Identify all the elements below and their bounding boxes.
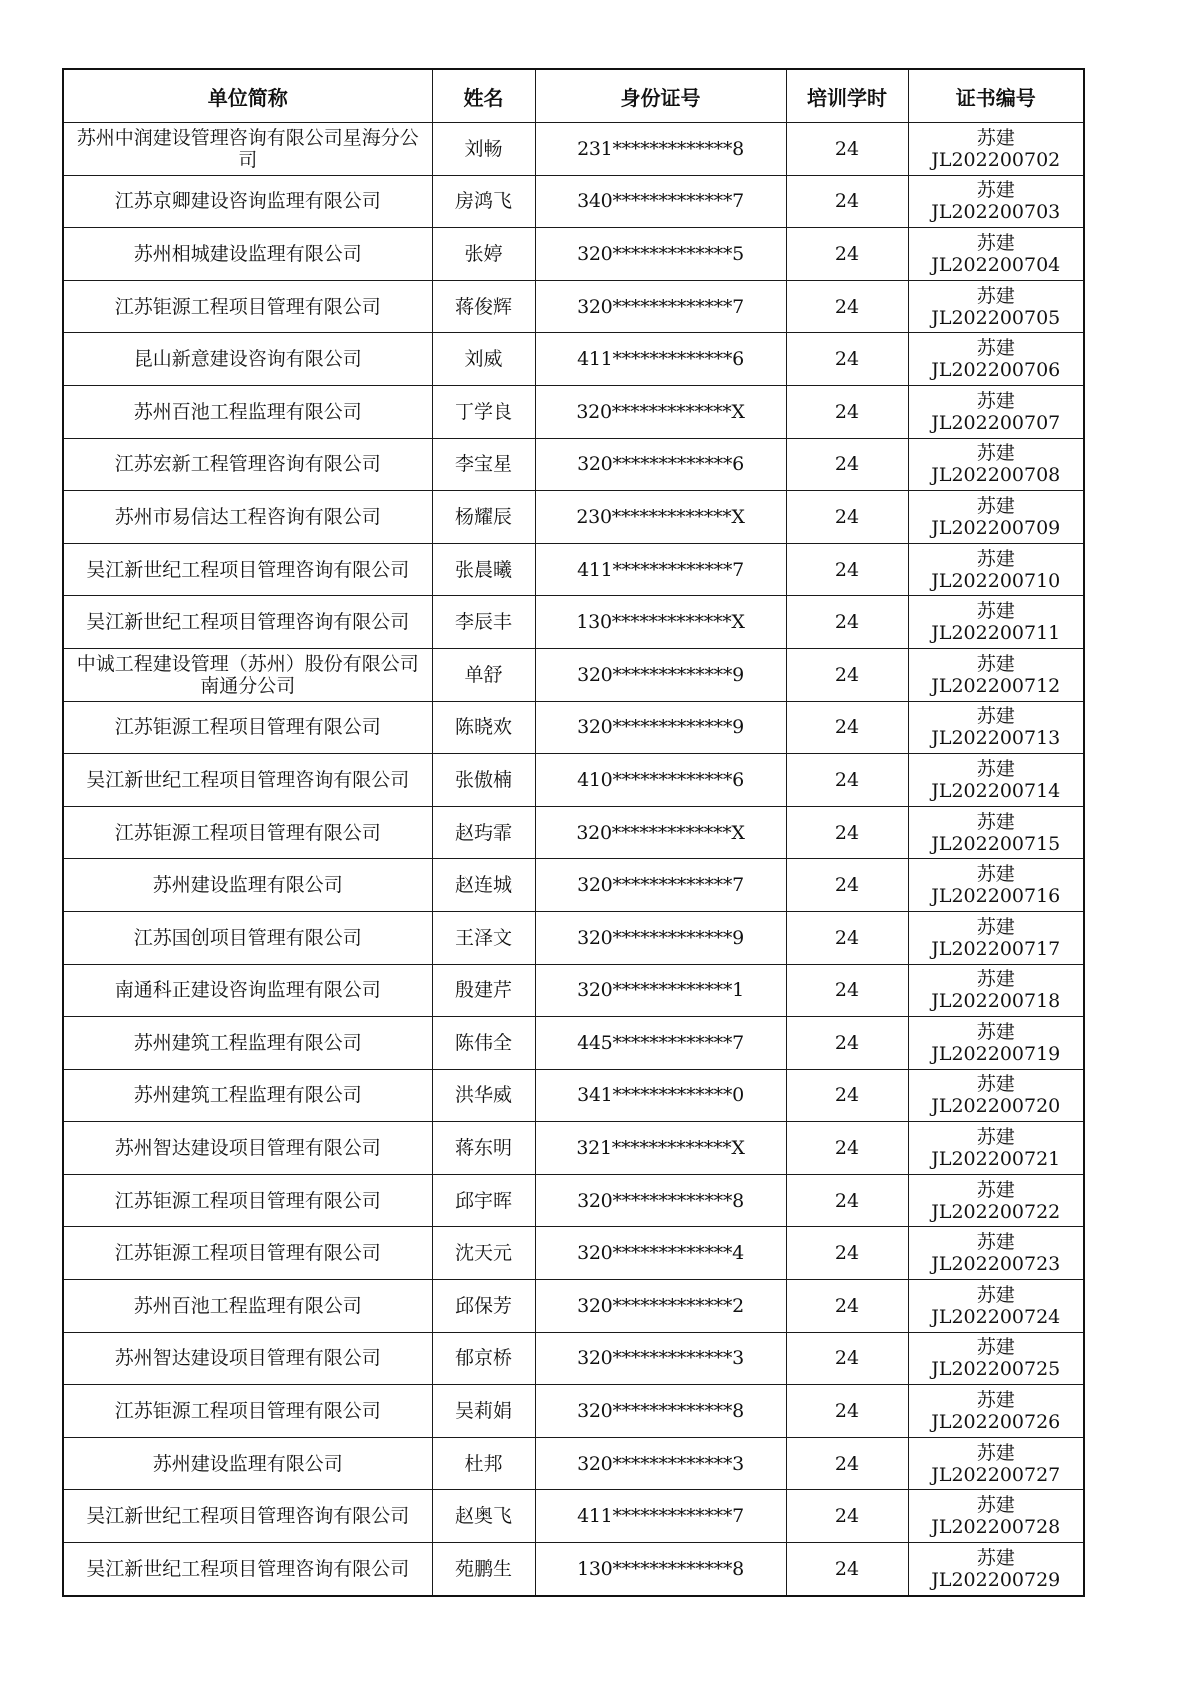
cell-hours: 24: [786, 1017, 908, 1070]
cell-id-number: 445*************7: [535, 1017, 786, 1070]
cell-unit: 吴江新世纪工程项目管理咨询有限公司: [63, 754, 432, 807]
cell-hours: 24: [786, 701, 908, 754]
cell-id-number: 320*************8: [535, 1174, 786, 1227]
table-body: [63, 123, 1084, 1596]
cell-name: 洪华威: [432, 1069, 535, 1122]
cell-hours: 24: [786, 333, 908, 386]
cell-id-number: 321*************X: [535, 1122, 786, 1175]
cell-cert-no: 苏建JL202200703: [908, 175, 1084, 228]
cell-id-number: 231*************8: [535, 123, 786, 176]
cell-id-number: 411*************7: [535, 1490, 786, 1543]
cell-name: 陈晓欢: [432, 701, 535, 754]
cell-name: 殷建芹: [432, 964, 535, 1017]
table-row: [63, 648, 1084, 701]
cell-unit: 苏州相城建设监理有限公司: [63, 228, 432, 281]
cell-id-number: 340*************7: [535, 175, 786, 228]
cell-unit: 苏州建设监理有限公司: [63, 1437, 432, 1490]
table-row: [63, 911, 1084, 964]
table-row: [63, 438, 1084, 491]
cell-cert-no: 苏建JL202200709: [908, 491, 1084, 544]
cell-name: 王泽文: [432, 911, 535, 964]
cell-unit: 江苏宏新工程管理咨询有限公司: [63, 438, 432, 491]
cell-cert-no: 苏建JL202200711: [908, 596, 1084, 649]
cell-hours: 24: [786, 228, 908, 281]
cell-cert-no: 苏建JL202200724: [908, 1280, 1084, 1333]
cell-name: 邱保芳: [432, 1280, 535, 1333]
header-cert-no: 证书编号: [908, 69, 1084, 123]
cell-id-number: 320*************3: [535, 1332, 786, 1385]
table-row: [63, 280, 1084, 333]
cell-cert-no: 苏建JL202200719: [908, 1017, 1084, 1070]
cell-name: 赵奥飞: [432, 1490, 535, 1543]
table-row: [63, 596, 1084, 649]
cell-unit: 江苏钜源工程项目管理有限公司: [63, 1227, 432, 1280]
cell-unit: 江苏钜源工程项目管理有限公司: [63, 280, 432, 333]
cell-unit: 苏州中润建设管理咨询有限公司星海分公司: [63, 123, 432, 176]
table-row: [63, 385, 1084, 438]
cell-unit: 南通科正建设咨询监理有限公司: [63, 964, 432, 1017]
cell-hours: 24: [786, 1122, 908, 1175]
header-name: 姓名: [432, 69, 535, 123]
table-row: [63, 491, 1084, 544]
cell-unit: 苏州百池工程监理有限公司: [63, 385, 432, 438]
table-row: [63, 859, 1084, 912]
cell-hours: 24: [786, 1174, 908, 1227]
table-row: [63, 1122, 1084, 1175]
cell-id-number: 411*************6: [535, 333, 786, 386]
cell-name: 苑鹏生: [432, 1543, 535, 1596]
cell-hours: 24: [786, 964, 908, 1017]
cell-cert-no: 苏建JL202200710: [908, 543, 1084, 596]
table-row: [63, 1017, 1084, 1070]
cell-hours: 24: [786, 123, 908, 176]
table-row: [63, 1543, 1084, 1596]
cell-id-number: 320*************X: [535, 806, 786, 859]
cell-cert-no: 苏建JL202200720: [908, 1069, 1084, 1122]
cell-cert-no: 苏建JL202200721: [908, 1122, 1084, 1175]
cell-id-number: 320*************7: [535, 859, 786, 912]
table-row: [63, 1437, 1084, 1490]
cell-hours: 24: [786, 859, 908, 912]
cell-name: 李辰丰: [432, 596, 535, 649]
cell-unit: 苏州建筑工程监理有限公司: [63, 1069, 432, 1122]
cell-name: 赵连城: [432, 859, 535, 912]
table-row: [63, 1280, 1084, 1333]
cell-unit: 苏州建设监理有限公司: [63, 859, 432, 912]
cell-name: 张晨曦: [432, 543, 535, 596]
cell-unit: 吴江新世纪工程项目管理咨询有限公司: [63, 543, 432, 596]
cell-unit: 江苏钜源工程项目管理有限公司: [63, 701, 432, 754]
cell-cert-no: 苏建JL202200714: [908, 754, 1084, 807]
cell-cert-no: 苏建JL202200718: [908, 964, 1084, 1017]
cell-name: 陈伟全: [432, 1017, 535, 1070]
cell-hours: 24: [786, 1280, 908, 1333]
cell-hours: 24: [786, 175, 908, 228]
cell-hours: 24: [786, 806, 908, 859]
header-hours: 培训学时: [786, 69, 908, 123]
cell-hours: 24: [786, 1490, 908, 1543]
cell-id-number: 320*************1: [535, 964, 786, 1017]
cell-cert-no: 苏建JL202200723: [908, 1227, 1084, 1280]
cell-name: 丁学良: [432, 385, 535, 438]
cell-unit: 吴江新世纪工程项目管理咨询有限公司: [63, 1490, 432, 1543]
cell-cert-no: 苏建JL202200715: [908, 806, 1084, 859]
table-row: [63, 123, 1084, 176]
table-row: [63, 333, 1084, 386]
cell-name: 房鸿飞: [432, 175, 535, 228]
table-row: [63, 1490, 1084, 1543]
cell-cert-no: 苏建JL202200722: [908, 1174, 1084, 1227]
cell-cert-no: 苏建JL202200725: [908, 1332, 1084, 1385]
cell-name: 李宝星: [432, 438, 535, 491]
cell-name: 沈天元: [432, 1227, 535, 1280]
table-row: [63, 1174, 1084, 1227]
cell-id-number: 411*************7: [535, 543, 786, 596]
cell-unit: 苏州百池工程监理有限公司: [63, 1280, 432, 1333]
cell-name: 吴莉娟: [432, 1385, 535, 1438]
cell-hours: 24: [786, 385, 908, 438]
cell-hours: 24: [786, 280, 908, 333]
cell-hours: 24: [786, 438, 908, 491]
table-row: [63, 228, 1084, 281]
cell-cert-no: 苏建JL202200706: [908, 333, 1084, 386]
cell-unit: 昆山新意建设咨询有限公司: [63, 333, 432, 386]
cell-id-number: 320*************9: [535, 701, 786, 754]
cell-cert-no: 苏建JL202200712: [908, 648, 1084, 701]
cell-hours: 24: [786, 596, 908, 649]
cell-hours: 24: [786, 543, 908, 596]
cell-id-number: 320*************7: [535, 280, 786, 333]
cell-unit: 中诚工程建设管理（苏州）股份有限公司南通分公司: [63, 648, 432, 701]
table-row: [63, 701, 1084, 754]
header-row: [63, 69, 1084, 123]
cell-hours: 24: [786, 1437, 908, 1490]
cell-id-number: 320*************2: [535, 1280, 786, 1333]
cell-id-number: 130*************8: [535, 1543, 786, 1596]
cell-cert-no: 苏建JL202200702: [908, 123, 1084, 176]
cell-id-number: 320*************X: [535, 385, 786, 438]
cell-hours: 24: [786, 1385, 908, 1438]
cell-hours: 24: [786, 1332, 908, 1385]
table-row: [63, 1332, 1084, 1385]
cell-name: 张婷: [432, 228, 535, 281]
cell-name: 杜邦: [432, 1437, 535, 1490]
cell-cert-no: 苏建JL202200707: [908, 385, 1084, 438]
cell-name: 张傲楠: [432, 754, 535, 807]
table-row: [63, 1385, 1084, 1438]
table-row: [63, 543, 1084, 596]
cell-id-number: 341*************0: [535, 1069, 786, 1122]
cell-name: 郁京桥: [432, 1332, 535, 1385]
cell-unit: 江苏钜源工程项目管理有限公司: [63, 1174, 432, 1227]
cell-unit: 江苏京卿建设咨询监理有限公司: [63, 175, 432, 228]
cell-name: 刘畅: [432, 123, 535, 176]
cell-unit: 江苏国创项目管理有限公司: [63, 911, 432, 964]
table-row: [63, 1069, 1084, 1122]
cell-id-number: 320*************6: [535, 438, 786, 491]
cell-cert-no: 苏建JL202200704: [908, 228, 1084, 281]
cell-cert-no: 苏建JL202200728: [908, 1490, 1084, 1543]
cell-name: 邱宇晖: [432, 1174, 535, 1227]
cell-hours: 24: [786, 911, 908, 964]
header-id-number: 身份证号: [535, 69, 786, 123]
cell-id-number: 130*************X: [535, 596, 786, 649]
cell-cert-no: 苏建JL202200708: [908, 438, 1084, 491]
cell-unit: 吴江新世纪工程项目管理咨询有限公司: [63, 596, 432, 649]
cell-hours: 24: [786, 1543, 908, 1596]
cell-cert-no: 苏建JL202200713: [908, 701, 1084, 754]
training-certificate-table: [62, 68, 1085, 1597]
cell-id-number: 320*************5: [535, 228, 786, 281]
cell-unit: 吴江新世纪工程项目管理咨询有限公司: [63, 1543, 432, 1596]
cell-id-number: 410*************6: [535, 754, 786, 807]
cell-unit: 苏州智达建设项目管理有限公司: [63, 1122, 432, 1175]
table-row: [63, 754, 1084, 807]
cell-name: 刘威: [432, 333, 535, 386]
table-row: [63, 806, 1084, 859]
cell-id-number: 230*************X: [535, 491, 786, 544]
cell-unit: 江苏钜源工程项目管理有限公司: [63, 1385, 432, 1438]
cell-id-number: 320*************4: [535, 1227, 786, 1280]
cell-cert-no: 苏建JL202200729: [908, 1543, 1084, 1596]
table-row: [63, 964, 1084, 1017]
table-row: [63, 1227, 1084, 1280]
cell-hours: 24: [786, 648, 908, 701]
cell-cert-no: 苏建JL202200727: [908, 1437, 1084, 1490]
cell-name: 杨耀辰: [432, 491, 535, 544]
cell-unit: 苏州市易信达工程咨询有限公司: [63, 491, 432, 544]
cell-name: 蒋东明: [432, 1122, 535, 1175]
cell-unit: 苏州智达建设项目管理有限公司: [63, 1332, 432, 1385]
cell-unit: 江苏钜源工程项目管理有限公司: [63, 806, 432, 859]
cell-unit: 苏州建筑工程监理有限公司: [63, 1017, 432, 1070]
cell-name: 赵玙霏: [432, 806, 535, 859]
cell-cert-no: 苏建JL202200726: [908, 1385, 1084, 1438]
cell-id-number: 320*************8: [535, 1385, 786, 1438]
cell-cert-no: 苏建JL202200705: [908, 280, 1084, 333]
cell-hours: 24: [786, 1069, 908, 1122]
header-unit: 单位简称: [63, 69, 432, 123]
cell-name: 蒋俊辉: [432, 280, 535, 333]
cell-id-number: 320*************3: [535, 1437, 786, 1490]
cell-id-number: 320*************9: [535, 911, 786, 964]
table-row: [63, 175, 1084, 228]
cell-hours: 24: [786, 491, 908, 544]
cell-id-number: 320*************9: [535, 648, 786, 701]
cell-hours: 24: [786, 754, 908, 807]
cell-hours: 24: [786, 1227, 908, 1280]
cell-cert-no: 苏建JL202200716: [908, 859, 1084, 912]
cell-cert-no: 苏建JL202200717: [908, 911, 1084, 964]
cell-name: 单舒: [432, 648, 535, 701]
